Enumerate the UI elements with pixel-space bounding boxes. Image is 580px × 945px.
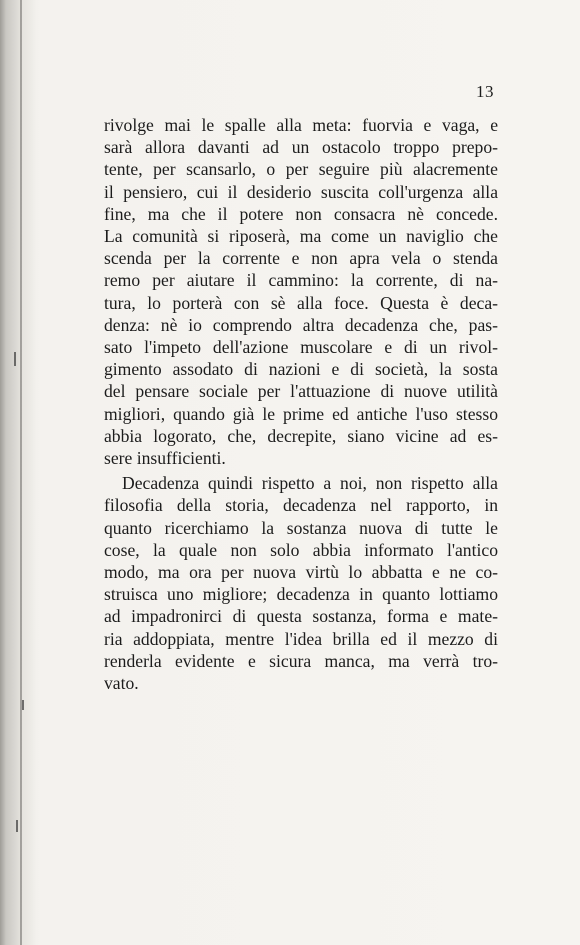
text-line: tura, lo porterà con sè alla foce. Questa è deca- xyxy=(104,292,498,313)
page-gutter-shadow xyxy=(0,0,36,945)
text-line: del pensare sociale per l'attuazione di nuove utilità xyxy=(104,381,498,402)
text-line: filosofia della storia, decadenza nel rapporto, in xyxy=(104,495,498,516)
text-line: sere insufficienti. xyxy=(104,448,226,469)
text-line: sato l'impeto dell'azione muscolare e di un rivol- xyxy=(104,337,498,358)
text-line: fine, ma che il potere non consacra nè concede. xyxy=(104,203,498,224)
text-line: vato. xyxy=(104,673,139,694)
text-line: remo per aiutare il cammino: la corrente, di na- xyxy=(104,270,498,291)
text-line: La comunità si riposerà, ma come un naviglio che xyxy=(104,226,498,247)
text-line: ria addoppiata, mentre l'idea brilla ed il mezzo di xyxy=(104,628,498,649)
text-line: Decadenza quindi rispetto a noi, non rispetto alla xyxy=(122,473,498,494)
text-line: scenda per la corrente e non apra vela o stenda xyxy=(104,248,498,269)
body-text xyxy=(104,114,498,694)
binding-edge xyxy=(20,0,22,945)
text-line: rivolge mai le spalle alla meta: fuorvia e vaga, e xyxy=(104,115,498,135)
text-line: tente, per scansarlo, o per seguire più alacremente xyxy=(104,159,498,180)
page-number: 13 xyxy=(476,82,494,101)
text-line: renderla evidente e sicura manca, ma verrà tro- xyxy=(104,650,498,671)
text-line: migliori, quando già le prime ed antiche l'uso stesso xyxy=(104,403,498,424)
text-line: il pensiero, cui il desiderio suscita coll'urgenza alla xyxy=(104,181,498,202)
text-line: sarà allora davanti ad un ostacolo troppo prepo- xyxy=(104,137,498,158)
text-line: gimento assodato di nazioni e di società, la sosta xyxy=(104,359,498,380)
text-line: cose, la quale non solo abbia informato l'antico xyxy=(104,539,498,560)
paragraph-2 xyxy=(104,472,498,694)
margin-speck xyxy=(22,700,24,710)
text-line: denza: nè io comprendo altra decadenza che, pas- xyxy=(104,314,498,335)
text-line: abbia logorato, che, decrepite, siano vicine ad es- xyxy=(104,425,498,446)
margin-speck xyxy=(16,820,18,832)
margin-speck xyxy=(14,352,16,366)
text-line: struisca uno migliore; decadenza in quanto lottiamo xyxy=(104,584,498,605)
text-line: quanto ricerchiamo la sostanza nuova di tutte le xyxy=(104,517,498,538)
paragraph-1 xyxy=(104,114,498,469)
text-line: modo, ma ora per nuova virtù lo abbatta e ne co- xyxy=(104,562,498,583)
text-line: ad impadronirci di questa sostanza, forma e mate- xyxy=(104,606,498,627)
